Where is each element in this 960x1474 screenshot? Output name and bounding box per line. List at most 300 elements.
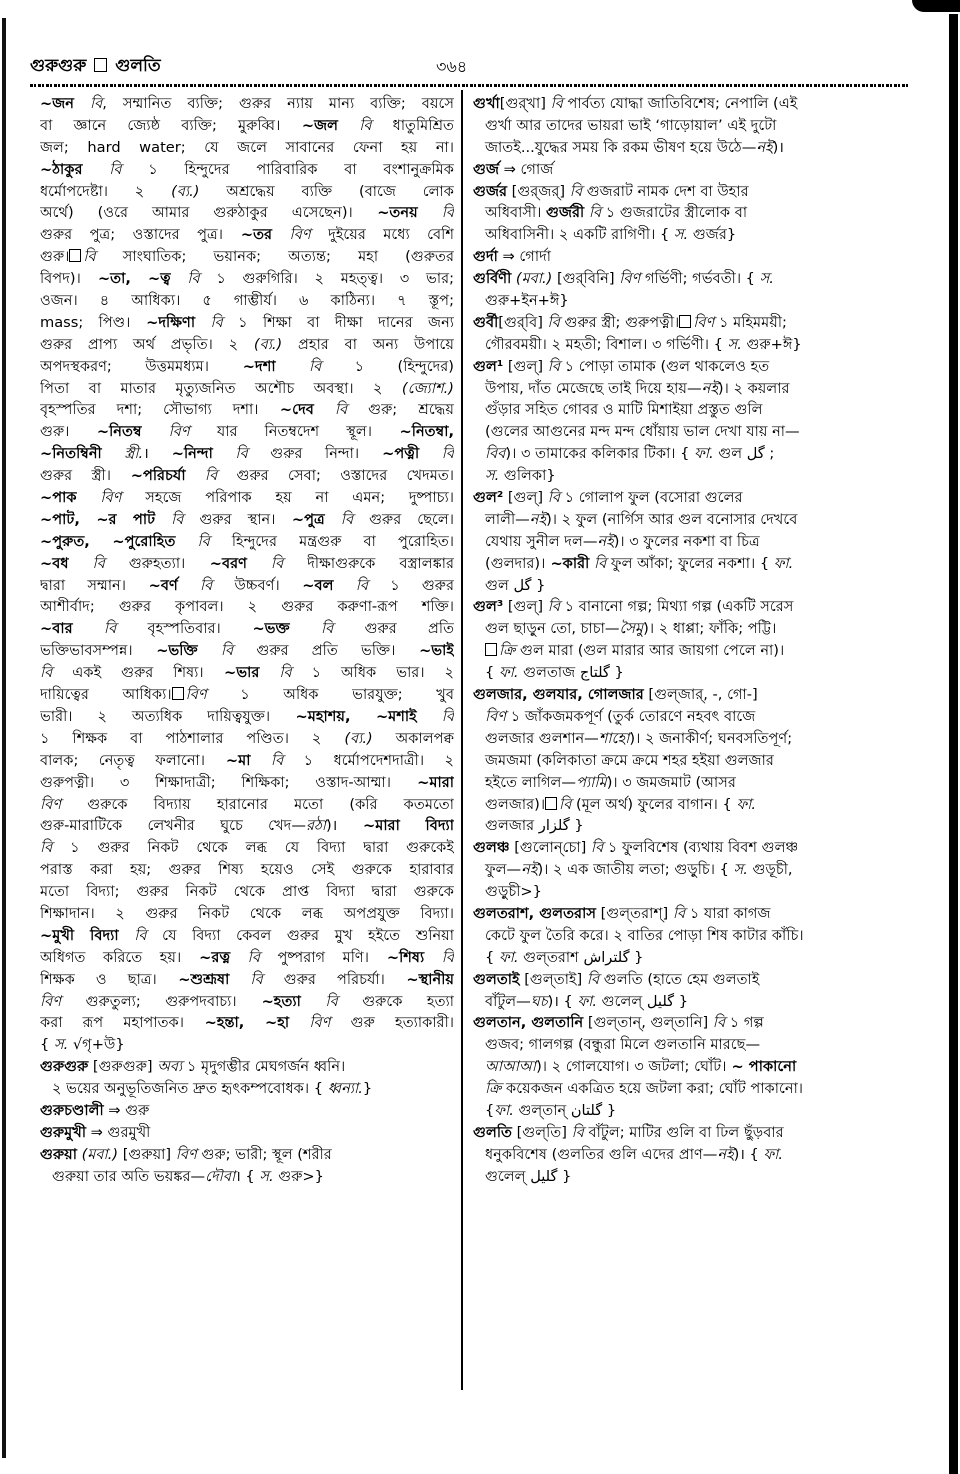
headword: গুল² [473,489,504,507]
headword: গুর্বিণী [473,270,512,288]
entry-line [473,137,865,159]
definition-text: অশ্রদ্ধেয় ব্যক্তি (বাজে লোক [199,182,454,200]
definition-text: { [485,1101,495,1119]
headword: গুলতান, গুলতানি [473,1014,584,1032]
definition-text: অকালপক্ব [372,729,454,747]
headword: ~পুরুত, ~পুরোহিত [40,532,176,550]
entry-line [40,881,454,903]
definition-text: আশীর্বাদ; গুরুর কৃপাবল। ২ গুরুর করুণা-রূপ শক্তি। [40,598,454,616]
definition-text: গুরুর প্রতি [333,620,454,638]
grammar-label: বি [74,95,103,112]
entry-line [473,794,865,816]
entry-line [473,991,865,1013]
headword: ~মারা [391,773,454,791]
grammar-label: বি [424,948,454,966]
grammar-label: বি [177,576,213,594]
definition-text: [গুরুয়া] [118,1145,176,1163]
entry-line [473,706,865,728]
definition-text: অপদস্থকরণ; উত্তমমধ্যম। [40,357,209,375]
guide-word-first: গুরুগুরু [30,56,87,76]
headword: ~তনয় [352,204,418,222]
grammar-label: বি [569,182,583,200]
definition-text: [গুল্‌তরাশ্‌] [595,904,673,922]
entry-line [473,290,865,312]
page-header [30,53,910,83]
definition-text: ওজন। ৪ আধিক্য। ৫ গাম্ভীর্য। ৬ কাঠিন্য। ৭ স্তূপ; [40,292,454,310]
grammar-label: বিণ [485,707,507,725]
definition-text: ২ ভয়ের অনুভূতিজনিত দ্রুত হৃৎকম্পবোধক। { [52,1080,328,1098]
grammar-label: বি [118,926,147,944]
headword: গুলতরাশ, গুলতরাস [473,904,596,922]
entry-line [40,202,454,224]
grammar-label: (ব্য.) [144,182,200,200]
grammar-label: বি [170,270,200,288]
grammar-label: নই [521,861,538,879]
definition-text: ১ হিন্দুদের পারিবারিক বা বংশানুক্রমিক [121,160,454,178]
grammar-label: বিণ [619,270,641,288]
definition-text: করা রূপ মহাপাতক। [40,1014,184,1032]
grammar-label: নই [701,379,718,397]
definition-text: শিক্ষাদান। ২ গুরুর নিকট থেকে লব্ধ অপপ্রযুক্ত বিদ্যা। [40,904,454,922]
headword: ~কারী [545,554,590,572]
grammar-label: স. [759,270,774,288]
definition-text: ⇒ গুরু [103,1101,150,1119]
definition-text: ১ পোড়া তামাক (গুল থাকলেও হত [560,357,770,375]
definition-text: [গুল্‌তাই] [519,970,587,988]
entry-line-headword [473,837,865,859]
definition-text: ১ গুরুর নিকট থেকে লব্ধ যে বিদ্যা দ্বারা গুরুকেই [52,839,454,857]
entry-line [40,115,454,137]
grammar-label: নই [756,138,773,156]
page-number: ৩৬৪ [436,57,468,76]
headword: ~স্থানীয় [384,970,454,988]
definition-text: পিতা বা মাতার মৃত্যুজনিত অশৌচ অবস্থা। ২ [40,379,383,397]
definition-text: একই গুরুর শিষ্য। [52,664,204,682]
definition-text: )। ৩ ফুলের নকশা বা চিত্র [613,532,760,550]
entry-line [40,794,454,816]
grammar-label: বি [212,445,248,463]
definition-text: (গুলদার)। [485,554,546,572]
grammar-label: ফা. [736,795,756,813]
definition-text: বালক; নেতৃত্ব ফলানো। [40,751,206,769]
entry-line [473,947,865,969]
definition-text: গুল্‌তান্‌ گلتان } [513,1101,617,1119]
definition-text: সহজে পরিপাক হয় না এমন; দুষ্পাচ্য। [121,489,454,507]
headword: ~পরিচর্যা [110,467,186,485]
definition-text: )। ৩ জমজমাট (আসর [606,773,736,791]
definition-text: ধনুকবিশেষ (গুলতির গুলি এদের প্রাণ— [485,1145,718,1163]
grammar-label: বি [417,204,454,222]
definition-text: [গুর্‌জর্‌] [507,182,570,200]
headword: গুর্জর [473,182,508,200]
headword: গুলতি [473,1123,512,1141]
headword: ~নিতম্বা, [372,423,454,441]
definition-text: ১ ফুলবিশেষ (ব্যথায় বিবশ গুলঞ্চ [603,839,799,857]
entry-line [473,1034,865,1056]
headword: ~ঠাকুর [40,160,83,178]
headword: ~হত্যা [236,992,301,1010]
headword: ~শুশ্রূষা [156,970,230,988]
definition-text: গুল মারা (গুল মারার আর জায়গা পেলে না)। [515,642,785,660]
entry-line [473,575,865,597]
definition-text: )। ২ ফুল (নার্গিস আর গুল বনোসার দেখবে [546,510,798,528]
entry-line-headword [473,1122,865,1144]
grammar-label: বি [82,160,122,178]
grammar-label: বি [83,248,96,266]
definition-text: গুরু>} [273,1167,324,1185]
grammar-label: স. [733,861,748,879]
definition-text: জাতই...যুদ্ধের সময় কি রকম ভীষণ হয়ে উঠে— [485,138,757,156]
definition-text: অধিগত করিতে হয়। [40,948,182,966]
entry-line [40,925,454,947]
definition-text: গুজরাট নামক দেশ বা উহার [582,182,749,200]
definition-text: [গুল্‌তান্‌, গুল্‌তানি] [583,1014,713,1032]
definition-text: ১ গুরুগিরি। ২ মহত্ত্ব। ৩ ভার; [199,270,454,288]
definition-text: √গৃ+উ} [68,1036,125,1054]
sense-box-icon [545,797,557,810]
definition-text: গুরু+ইন+ঈ} [485,292,569,310]
entry-line [40,1166,454,1188]
grammar-label: স্ত্রী. [101,445,144,463]
definition-text: ভারী। ২ অত্যধিক দায়িত্বযুক্ত। [40,707,271,725]
definition-text: কয়েকজন একত্রিত হয়ে জটলা করা; ঘোঁট পাকানো। [501,1080,804,1098]
grammar-label: ফা. [763,1145,784,1163]
grammar-label: বি [259,664,292,682]
entry-line-headword [473,1012,865,1034]
definition-text: )। [326,817,338,835]
definition-text: পুষ্পরাগ মণি। [259,948,369,966]
grammar-label: বি [40,839,53,857]
entry-line [473,334,865,356]
definition-text: গুরু। [40,423,70,441]
headword: ~বল [279,576,334,594]
entry-line [473,750,865,772]
definition-text: ১ মহিমময়ী; [714,313,787,331]
entry-line-headword [40,1144,454,1166]
definition-text: [গুল্‌] [503,357,548,375]
headword: ~মুখী বিদ্যা [40,926,119,944]
definition-text: { [485,664,499,682]
sense-box-icon [485,643,497,656]
grammar-label: ধ্বন্যা. [327,1080,363,1098]
definition-text: গুরুর প্রতি ভক্তি। [233,642,396,660]
definition-text: )। ৩ তামাকের কলিকার টিকা। { [505,445,695,463]
definition-text: গুড়ুচী>} [485,883,542,901]
entry-line [40,815,454,837]
definition-text: গুরুর ছেলে। [353,510,454,528]
definition-text: ১ গুরুর [368,576,454,594]
entry-line [40,596,454,618]
entry-line [473,1100,865,1122]
entry-line [473,640,865,662]
headword: ~ পাকানো [726,1058,797,1076]
headword: ~দক্ষিণা [130,313,196,331]
headword: গুল¹ [473,357,504,375]
entry-line [473,662,865,684]
entry-line-headword [473,596,865,618]
grammar-label: বি [547,313,560,331]
definition-text: । { [235,1167,260,1185]
entry-line [40,509,454,531]
entry-line [473,728,865,750]
entry-line [473,531,865,553]
headword: ~শিষ্য [368,948,425,966]
entry-line [40,706,454,728]
grammar-label: বি [289,620,334,638]
headword: ~পাক [40,489,77,507]
grammar-label: বি [559,795,572,813]
entry-line [40,399,454,421]
grammar-label: বি [72,620,117,638]
grammar-label: বিণ [272,226,311,244]
entry-line-headword [473,246,865,268]
entry-line [473,1166,865,1188]
definition-text: গুরু; ভারী; স্থূল (শরীর [196,1145,332,1163]
definition-text: গুরু হত্যাকারী। [330,1014,454,1032]
headword: ~নিতম্বিনী [40,445,102,463]
scan-left-edge [2,18,6,1458]
grammar-label: রঠা [305,817,326,835]
definition-text: গুলতাজ گلتاج } [518,664,624,682]
entry-line [40,553,454,575]
headword: গুর্খা [473,95,500,112]
entry-line [40,903,454,925]
grammar-label: বি [68,554,105,572]
definition-text: গৌরবময়ী। ২ মহতী; বিশাল। ৩ গর্ভিণী। { [485,335,728,353]
definition-text: } [362,1080,373,1098]
left-column [40,93,454,1188]
right-column [473,93,865,1188]
headword: ~ভার [203,664,260,682]
definition-text: ১ গোলাপ ফুল (বসোরা গুলের [560,489,743,507]
definition-text: mass; পিণ্ড। [40,313,131,331]
entry-line [40,224,454,246]
headword: ~নিন্দা [148,445,213,463]
entry-line [40,991,454,1013]
grammar-label: বিণ [141,423,190,441]
grammar-label: ফা. [577,992,598,1010]
entry-line [473,1056,865,1078]
grammar-label: ফা. [694,445,714,463]
entry-line [473,881,865,903]
grammar-label: বিণ [289,1014,331,1032]
headword: গুল³ [473,598,504,616]
grammar-label: (ব্য.) [321,729,373,747]
definition-text: ১ গল্প [725,1014,764,1032]
grammar-label: বি [338,116,372,134]
grammar-label: বি [547,489,561,507]
grammar-label: বি [300,992,338,1010]
entry-line-headword [473,969,865,991]
headword: গুর্দা [473,248,498,266]
definition-text: গুলিকা} [499,467,556,485]
definition-text: গুরু+ঈ} [741,335,802,353]
grammar-label: বি [712,1014,726,1032]
definition-text: গুরু। [40,248,70,266]
grammar-label: বি [40,664,53,682]
definition-text: কেটে ফুল তৈরি করে। ২ বাতির পোড়া শিষ কাটার কাঁচি। [485,926,804,944]
entry-line [473,421,865,443]
headword: ~বার [40,620,73,638]
grammar-label: বি [584,204,602,222]
headword: গুরুমুখী [40,1123,87,1141]
grammar-label: বি [229,970,263,988]
entry-line-headword [473,356,865,378]
definition-text: হিন্দুদের মন্ত্রগুরু বা পুরোহিত। [209,532,454,550]
definition-text: ১ যারা কাগজ [685,904,771,922]
entry-line [40,1078,454,1100]
entry-line [40,465,454,487]
grammar-label: বি [185,467,218,485]
entry-line [473,202,865,224]
definition-text: ⇒ গুরমুখী [86,1123,151,1141]
definition-text: ১ গুজরাটের স্ত্রীলোক বা [601,204,748,222]
definition-text: [গুল্‌তি] [511,1123,572,1141]
definition-text: অধিবাসী। [485,204,547,222]
entry-line [40,969,454,991]
grammar-label: স. [485,467,500,485]
definition-text: (মূল অর্থ) ফুলের বাগান। { [571,795,737,813]
definition-text: গুরুর পরিচর্যা। [262,970,385,988]
grammar-label: দৌবা [205,1167,236,1185]
definition-text: শিক্ষক ও ছাত্র। [40,970,157,988]
grammar-label: নই [529,510,547,528]
headword: ~বর্ণ [125,576,178,594]
grammar-label: বি [416,707,454,725]
grammar-label: বিণ [76,489,122,507]
definition-text: , সম্মানিত ব্যক্তি; গুরুর ন্যায় মান্য ব্যক্তি; বয়সে [102,95,454,112]
entry-line-headword [473,684,865,706]
definition-text: উপায়, দাঁত মেজেছে তাই দিয়ে হায়— [485,379,702,397]
grammar-label: ফা. [773,554,794,572]
entry-line [473,772,865,794]
sense-box-icon [679,315,691,328]
grammar-label: বি [547,357,561,375]
definition-text: । [143,445,149,463]
entry-line [40,728,454,750]
definition-text: )। ২ কয়লার [717,379,790,397]
entry-line [40,268,454,290]
grammar-label: আআআ [485,1058,537,1076]
definition-text: গুর্খা আর তাদের ভায়রা ভাই ‘গাড়োয়াল’ এই দুটো [485,116,777,134]
grammar-label: বি [589,554,607,572]
entry-line [40,312,454,334]
grammar-label: বি [419,445,454,463]
grammar-label: বিণ [40,992,62,1010]
header-rule [30,84,910,87]
grammar-label: বি [333,576,369,594]
definition-text: উচ্চবর্ণ। [212,576,280,594]
entry-line [40,93,454,115]
entry-line [473,443,865,465]
guide-separator-box-icon [94,58,107,72]
definition-text: { [485,948,499,966]
headword: গুরুয়া [40,1145,77,1163]
headword: ~জল [280,116,339,134]
entry-line-headword [473,181,865,203]
entry-line [40,859,454,881]
definition-text: যেথায় সুনীল দল— [485,532,598,550]
definition-text: গর্ভিণী; গর্ভবতী। { [640,270,760,288]
entry-line-headword [473,903,865,925]
entry-line [40,443,454,465]
definition-text: ⇒ গোর্জ [499,160,554,178]
definition-text: গুরুপত্নী। ৩ শিক্ষাদাত্রী; শিক্ষিকা; ওস্তাদ-আম্মা। [40,773,391,791]
definition-text: )। [772,138,784,156]
entry-line [40,750,454,772]
definition-text: গুল্‌তরাশ گلتراش } [518,948,644,966]
entry-line [40,640,454,662]
definition-text: গুরুকে বিদ্যায় হারানোর মতো (করি কতমতো [61,795,454,813]
definition-text: [গুর্‌বি] [498,313,548,331]
definition-text: ফুল— [485,861,522,879]
grammar-label: বি [571,1123,584,1141]
definition-text: ধাতুমিশ্রিত [371,116,454,134]
entry-line [473,618,865,640]
definition-text: গুরুর স্ত্রী; গুরুপত্নী। [559,313,680,331]
definition-text: ১ (হিন্দুদের) [321,357,454,375]
grammar-label: (মবা.) [76,1145,119,1163]
headword: ~তর [222,226,273,244]
entry-line [40,575,454,597]
grammar-label: বিণ [40,795,62,813]
grammar-label: বি [230,948,260,966]
definition-text: গুল گل ; [713,445,775,463]
definition-text: পরাস্ত করা হয়; গুরুর শিষ্য হয়েও সেই গুরুকে হারাবার [40,861,454,879]
definition-text: )। ২ ধাপ্পা; ফাঁকি; পট্টি। [643,620,777,638]
grammar-label: বি [313,401,348,419]
definition-text: [গুল্‌] [503,598,548,616]
definition-text: গুরুয়া তার অতি ভয়ঙ্কর— [52,1167,206,1185]
guide-words [30,53,161,81]
headword: ~তা, ~ত্ব [80,270,171,288]
definition-text: বৃহস্পতির দশা; সৌভাগ্য দশা। [40,401,259,419]
definition-text: প্রহার বা অন্য উপায়ে [282,335,454,353]
grammar-label: বি [155,510,184,528]
entry-line [40,531,454,553]
definition-text: লালী— [485,510,530,528]
definition-text: মতো বিদ্যা; গুরুর নিকট থেকে প্রাপ্ত বিদ্যা দ্বারা গুরুকে [40,883,454,901]
grammar-label: ফা. [498,664,519,682]
definition-text: গুরুর স্থান। [183,510,276,528]
definition-text: [গুল্‌জার্‌, -, গো-] [643,686,758,704]
definition-text: যে বিদ্যা কেবল গুরুর মুখ হইতে শুনিয়া [146,926,454,944]
definition-text: গুলতি (হাতে হেম গুলতাই [599,970,760,988]
definition-text: ভক্তিভাবসম্পন্ন। [40,642,133,660]
definition-text: ফুল আঁকা; ফুলের নকশা। { [606,554,774,572]
grammar-label: বিব [485,445,506,463]
grammar-label: বি [246,554,284,572]
grammar-label: সৈমু [619,620,644,638]
definition-text: দীক্ষাগুরুকে বস্ত্রালঙ্কার [283,554,454,572]
entry-line [473,115,865,137]
definition-text: গুলজার)। [485,795,546,813]
grammar-label: বি [590,839,604,857]
definition-text: [গুর্‌বিনি] [552,270,620,288]
definition-text: { [40,1036,54,1054]
entry-line [40,378,454,400]
headword: ~হন্তা, ~হা [183,1014,290,1032]
headword: ~ভক্ত [220,620,290,638]
entry-line-headword [40,1056,454,1078]
definition-text: [গুল্‌] [503,489,548,507]
headword: ~বরণ [185,554,247,572]
definition-text: )। ২ এক জাতীয় লতা; গুড়ুচি। { [537,861,734,879]
definition-text: গুড়ূচী, [747,861,793,879]
definition-text: গুল ছাড়ুন তো, চাচা— [485,620,620,638]
definition-text: গুর্জর} [688,226,737,244]
definition-text: )। ২ গোলযোগ। ৩ জটলা; ঘোঁট। [536,1058,727,1076]
